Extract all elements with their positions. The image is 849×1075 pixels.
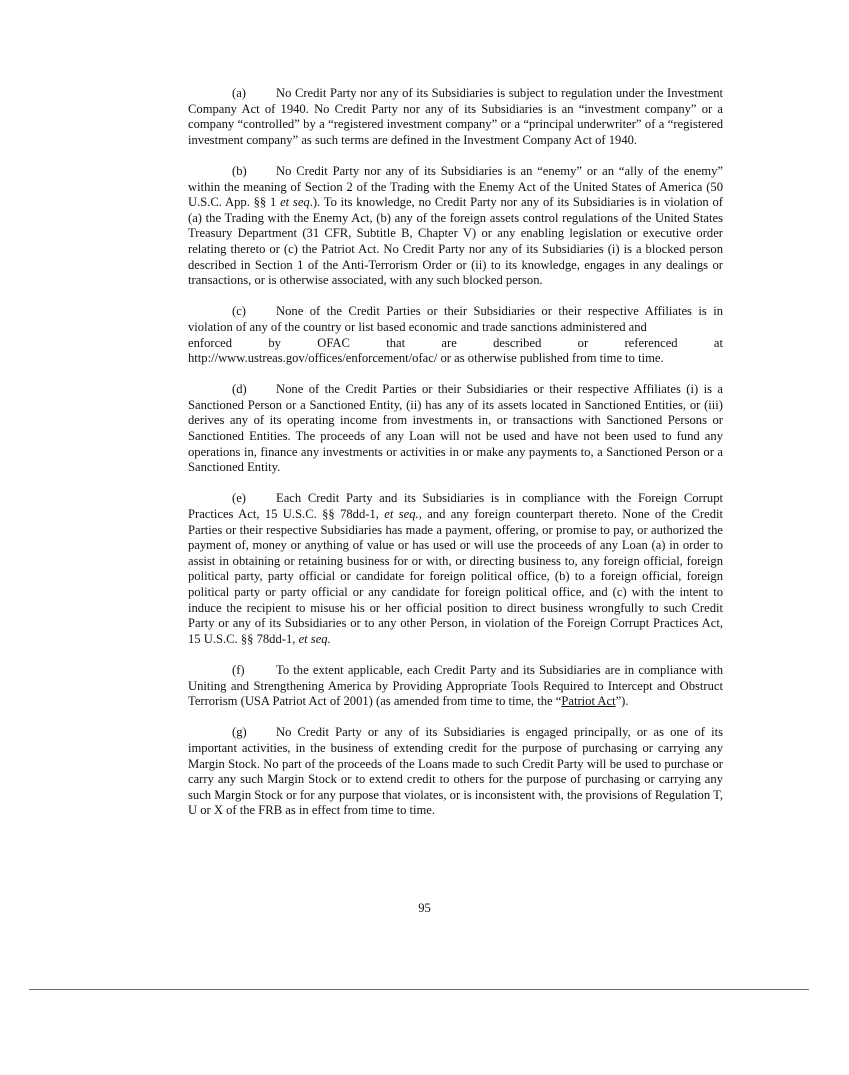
paragraph-c-spread-line: enforced by OFAC that are described or referenced at: [188, 335, 723, 350]
paragraph-d: [188, 382, 723, 476]
paragraph-d-label: (d): [232, 382, 247, 397]
paragraph-e-text-2: , and any foreign counterpart thereto. None of the Credit Parties or their respective Subsidiaries has made a payment, offering, or promise to pay, or authorized the payment of, money or anything of value or has used or will use the proceeds of any Loan (a) in order to assist in obtaining or retaining business for or with, or directing business to, any foreign official, foreign political party, party official or candidate for foreign political office, (b) to a foreign official, foreign political party or party official or any candidate for foreign political office, and (c) with the intent to induce the recipient to misuse his or her official position to direct business wrongfully to such Credit Party or any of its Subsidiaries or to any other Person, in violation of the Foreign Corrupt Practices Act, 15 U.S.C. §§ 78dd-1,: [188, 507, 723, 646]
paragraph-f-text-1: To the extent applicable, each Credit Party and its Subsidiaries are in compliance with Uniting and Strengthening America by Providing Appropriate Tools Required to Intercept and Obstruct Terrorism (USA Patriot Act of 2001) (as amended from time to time, the “: [188, 662, 723, 709]
paragraph-a-text: No Credit Party nor any of its Subsidiaries is subject to regulation under the Investment Company Act of 1940. No Credit Party nor any of its Subsidiaries is an “investment company” or a company “controlled” by a “registered investment company” or a “principal underwriter” of a “registered investment company” as such terms are defined in the Investment Company Act of 1940.: [188, 86, 723, 147]
paragraph-b-text-2: .). To its knowledge, no Credit Party nor any of its Subsidiaries is in violation of (a) the Trading with the Enemy Act, (b) any of the foreign assets control regulations of the United States Treasury Department (31 CFR, Subtitle B, Chapter V) or any enabling legislation or executive order relating thereto or (c) the Patriot Act. No Credit Party nor any of its Subsidiaries (i) is a blocked person described in Section 1 of the Anti-Terrorism Order or (ii) to its knowledge, engages in any dealings or transactions, or is otherwise associated, with any such blocked person.: [188, 195, 723, 288]
paragraph-c-text-1: None of the Credit Parties or their Subsidiaries or their respective Affiliates is in violation of any of the country or list based economic and trade sanctions administered and: [188, 304, 723, 334]
paragraph-g-text: No Credit Party or any of its Subsidiaries is engaged principally, or as one of its important activities, in the business of extending credit for the purpose of purchasing or carrying any Margin Stock. No part of the proceeds of the Loans made to such Credit Party will be used to purchase or carry any such Margin Stock or to extend credit to others for the purpose of purchasing or carrying any such Margin Stock or for any purpose that violates, or is inconsistent with, the provisions of Regulation T, U or X of the FRB as in effect from time to time.: [188, 725, 723, 818]
paragraph-b-label: (b): [232, 163, 247, 178]
paragraph-f-text-2: ”).: [615, 694, 629, 709]
paragraph-d-text: None of the Credit Parties or their Subsidiaries or their respective Affiliates (i) is a Sanctioned Person or a Sanctioned Entity, (ii) has any of its assets located in Sanctioned Entities, or (iii) derives any of its operating income from investments in, or transactions with Sanctioned Persons or Sanctioned Entities. The proceeds of any Loan will not be used and have not been used to fund any operations in, finance any investments or activities in or make any payments to, a Sanctioned Person or a Sanctioned Entity.: [188, 382, 723, 475]
paragraph-c-text-3: or as otherwise published from time to time.: [437, 351, 664, 366]
paragraph-b-text-1: No Credit Party nor any of its Subsidiaries is an “enemy” or an “ally of the enemy” within the meaning of Section 2 of the Trading with the Enemy Act of the United States of America (50 U.S.C. App. §§ 1: [188, 163, 723, 210]
page-divider: [29, 989, 809, 990]
paragraph-c-label: (c): [232, 304, 246, 319]
paragraph-a: [188, 86, 723, 148]
patriot-act-defined-term: Patriot Act: [561, 694, 616, 709]
paragraph-e-label: (e): [232, 491, 246, 506]
paragraph-b: [188, 164, 723, 289]
paragraph-e-italic-2: et seq.: [298, 631, 331, 646]
paragraph-e: [188, 491, 723, 647]
paragraph-a-label: (a): [232, 86, 246, 100]
paragraph-c: [188, 304, 723, 366]
paragraph-e-text-1: Each Credit Party and its Subsidiaries is in compliance with the Foreign Corrupt Practices Act, 15 U.S.C. §§ 78dd-1,: [188, 491, 723, 522]
paragraph-g-label: (g): [232, 725, 247, 740]
document-body: [188, 86, 723, 835]
ofac-url-link[interactable]: http://www.ustreas.gov/offices/enforcement/ofac/: [188, 351, 438, 366]
page-number: 95: [418, 901, 431, 915]
paragraph-f: [188, 663, 723, 710]
paragraph-g: [188, 725, 723, 819]
paragraph-e-italic-1: et seq.: [384, 507, 419, 522]
paragraph-b-italic-1: et seq: [280, 195, 310, 210]
paragraph-f-label: (f): [232, 662, 245, 677]
